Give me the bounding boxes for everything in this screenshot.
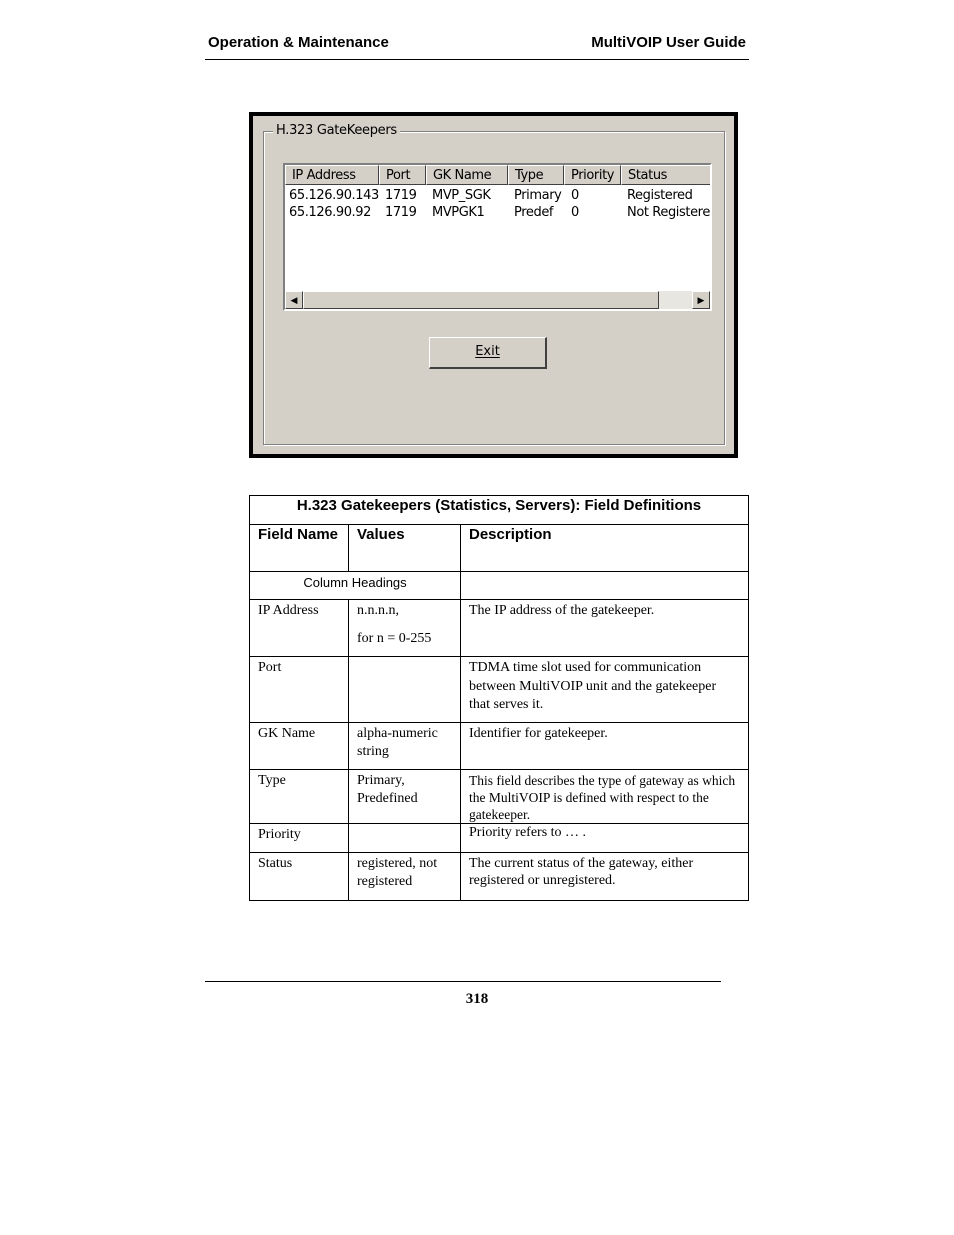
row-values-extra: for n = 0-255 (357, 631, 432, 646)
field-definitions-table (249, 495, 749, 901)
row-values: alpha-numeric string (357, 726, 438, 759)
cell-type: Primary (514, 188, 562, 203)
cell-gk-name: MVPGK1 (432, 205, 485, 220)
column-headings-label: Column Headings (303, 575, 407, 590)
row-description: The current status of the gateway, either registered or unregistered. (469, 856, 694, 888)
table-header-row (250, 525, 749, 572)
cell-status: Not Registere (627, 205, 710, 220)
row-values: registered, not registered (357, 856, 438, 889)
cell-status: Registered (627, 188, 693, 203)
cell-port: 1719 (385, 205, 417, 220)
table-row (250, 853, 749, 901)
cell-priority: 0 (571, 205, 579, 220)
list-row[interactable] (285, 205, 712, 222)
table-row (250, 824, 749, 853)
row-field: Port (258, 660, 282, 675)
table-row (250, 600, 749, 657)
scroll-right-icon[interactable]: ▶ (692, 291, 710, 309)
table-subheading-row (250, 572, 749, 600)
column-header-type[interactable]: Type (508, 165, 564, 185)
row-description: Priority refers to … . (469, 825, 587, 840)
column-header-port[interactable]: Port (379, 165, 426, 185)
table-title-cell (250, 496, 749, 525)
row-field: GK Name (258, 726, 316, 741)
page-number: 318 (465, 991, 489, 1007)
row-field: Type (258, 773, 286, 788)
header-values: Values (357, 526, 405, 543)
row-description: This field describes the type of gateway as which the MultiVOIP is defined with respect to the gatekeeper. (469, 773, 736, 822)
header-field-name: Field Name (258, 526, 339, 543)
cell-priority: 0 (571, 188, 579, 203)
column-header-ip-address[interactable]: IP Address (285, 165, 379, 185)
table-row (250, 723, 749, 770)
table-row (250, 770, 749, 824)
row-values (349, 657, 460, 659)
column-header-priority[interactable]: Priority (564, 165, 621, 185)
row-values: n.n.n.n, (357, 603, 399, 618)
footer-rule (205, 981, 721, 982)
scroll-left-icon[interactable]: ◀ (285, 291, 303, 309)
row-values: Primary, Predefined (357, 773, 418, 806)
row-description: Identifier for gatekeeper. (469, 726, 608, 741)
header-rule (205, 59, 749, 60)
list-row[interactable] (285, 188, 712, 205)
cell-port: 1719 (385, 188, 417, 203)
gatekeepers-list[interactable] (283, 163, 712, 311)
list-header (285, 165, 712, 185)
scrollbar-thumb[interactable] (303, 291, 659, 309)
cell-gk-name: MVP_SGK (432, 188, 491, 203)
gatekeepers-dialog-screenshot (249, 112, 738, 458)
horizontal-scrollbar[interactable] (285, 291, 710, 309)
row-field: Priority (258, 827, 301, 842)
table-title: H.323 Gatekeepers (Statistics, Servers): Field Definitions (296, 497, 702, 514)
row-field: IP Address (258, 603, 319, 618)
column-header-gk-name[interactable]: GK Name (426, 165, 508, 185)
groupbox-title: H.323 GateKeepers (273, 123, 400, 138)
header-description: Description (469, 526, 552, 543)
running-header-section: Operation & Maintenance (208, 34, 389, 51)
cell-ip-address: 65.126.90.92 (289, 205, 372, 220)
row-description: The IP address of the gatekeeper. (469, 603, 655, 618)
table-row (250, 657, 749, 723)
row-values (349, 824, 460, 826)
cell-ip-address: 65.126.90.143 (289, 188, 379, 203)
row-field: Status (258, 856, 293, 871)
column-header-status[interactable]: Status (621, 165, 712, 185)
exit-button[interactable]: Exit (429, 337, 547, 369)
row-description: TDMA time slot used for communication between MultiVOIP unit and the gatekeeper that serves it. (469, 660, 717, 712)
running-header-title: MultiVOIP User Guide (591, 34, 746, 51)
cell-type: Predef (514, 205, 554, 220)
